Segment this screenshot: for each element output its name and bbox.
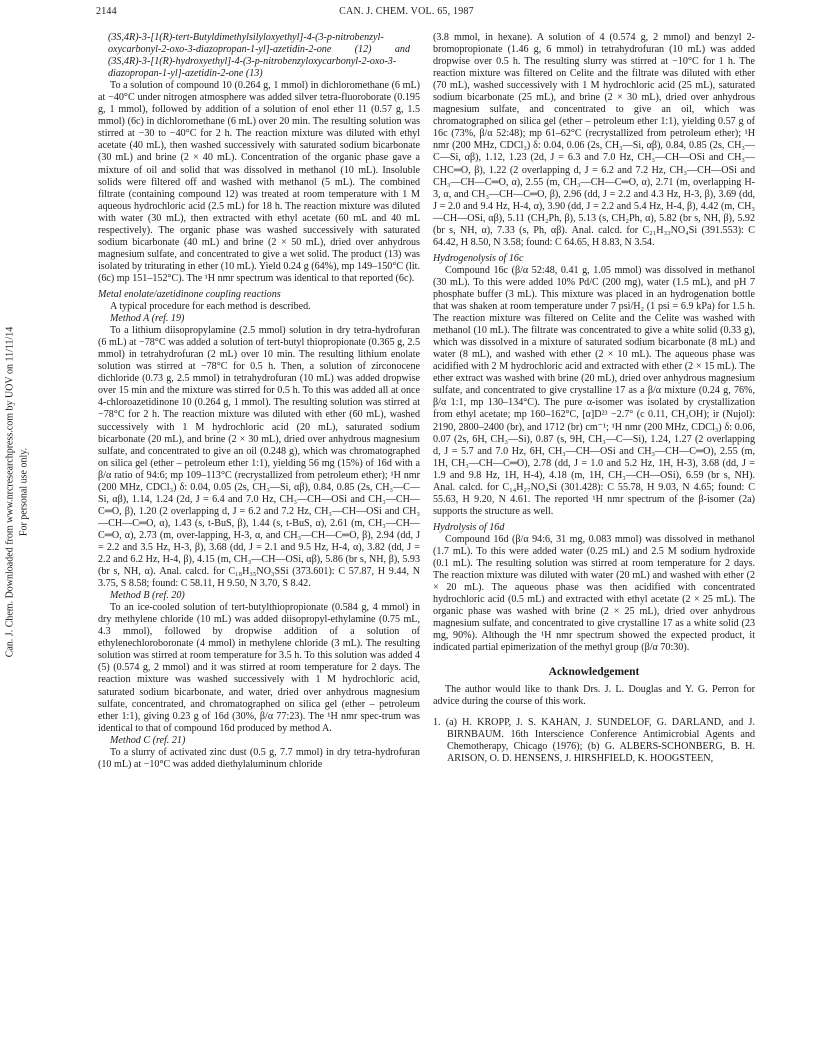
page-number: 2144 (96, 6, 117, 17)
paragraph: Compound 16c (β/α 52:48, 0.41 g, 1.05 mmol) was dissolved in methanol (30 mL). To this were added 10% Pd/C (200 mg), water (1.5 mL), and pH 7 phosphate buffer (3 mL). This mixture was placed in an hydrogenation bottle that was shaken at room temperature under 7 psi/H₂ (1 psi = 6.9 kPa) for 1.5 h. The reaction mixture was filtered on Celite and the Celite was washed with methanol (10 mL). The filtrate was concentrated to give a white solid (0.33 g), which was dissolved in a mixture of saturated sodium bicarbonate (8 mL) and water (8 mL), and washed with ether (2 × 10 mL). The aqueous phase was acidified with 2 M hydrochloric acid and extracted with ether (2 × 15 mL). The ether extract was washed with brine (20 mL), dried over anhydrous magnesium sulfate, and concentrated to give crystalline 17 as a β/α mixture (0.24 g, 76%, β/α 1:1, mp 130–134°C). The pure α-isomer was isolated by crystallization from ethyl acetate; mp 160–162°C, [α]D²³ −2.7° (c 0.11, CH₃OH); ir (Nujol): 2190, 2800–2400 (br), and 1712 (br) cm⁻¹; ¹H nmr (200 MHz, CDCl₃) δ: 0.06, 0.07 (2s, 6H, CH₃—Si), 0.87 (s, 9H, CH₃—C—Si), 1.24, 1.27 (2 overlapping d, J = 5.7 and 7.0 Hz, 6H, CH₃—CH—OSi and CH₃—CH—C═O), 2.55 (m, 1H, CH₃—CH—C═O), 2.78 (dd, J = 1.0 and 5.2 Hz, 1H, H-3), 3.68 (dd, J = 1.9 and 9.8 Hz, 1H, H-4), 4.18 (m, 1H, CH₃—CH—OSi), 6.59 (br s, NH). Anal. calcd. for C₁₄H₂₇NO₄Si (301.428): C 55.78, H 9.03, N 4.65; found: C 55.63, H 9.20, N 4.61. The reported ¹H nmr spectrum of the β-isomer (2a) supports the structure as well. (433, 264, 755, 517)
download-watermark (2, 262, 32, 722)
compound-12-13-heading: (3S,4R)-3-[1(R)-tert-Butyldimethylsilyloxyethyl]-4-(3-p-nitrobenzyl-oxycarbonyl-2-oxo-3-diazopropan-1-yl]-azetidin-2-one (12) and (3S,4R)-3-[1(R)-hydroxyethyl]-4-(3-p-nitrobenzyloxycarbonyl-2-oxo-3-diazopropan-1-yl]-azetidin-2-one (13) (108, 32, 410, 80)
method-c-heading: Method C (ref. 21) (110, 734, 186, 746)
paragraph: A typical procedure for each method is described. (110, 301, 311, 313)
section-heading-coupling: Metal enolate/azetidinone coupling reactions (98, 288, 281, 300)
paragraph: To a lithium diisopropylamine (2.5 mmol) solution in dry tetra-hydrofuran (6 mL) at −78°C was added a solution of tert-butyl thiopropionate (0.365 g, 2.5 mmol) in tetrahydrofuran (2 mL) over 10 min. The resulting lithium enolate solution was stirred at −78°C for 0.5 h. Then, a solution of zirconocene dichloride (0.73 g, 2.5 mmol) in tetrahydrofuran (10 mL) was added dropwise over 15 min and the mixture was stirred for 0.5 h. To this was added all at once 4-chloroazetidinone 10 (0.264 g, 1 mmol). The resulting solution was stirred at −78°C for 2 h. The reaction mixture was diluted with ether (60 mL), washed successively with 1 M hydrochloric acid (20 mL), saturated sodium bicarbonate (20 mL), and brine (2 × 30 mL), dried over anhydrous magnesium sulfate, and concentrated to give an oil (0.248 g), which was chromatographed on silica gel (ether – petroleum ether 1:1), yielding 56 mg (15%) of 16d with a β/α ratio of 94:6; mp 109–113°C (recrystallized from petroleum ether); ¹H nmr (200 MHz, CDCl₃) δ: 0.04, 0.05 (2s, CH₃—Si, αβ), 0.84, 0.85 (2s, CH₃—C—Si, αβ), 1.14, 1.24 (2d, J = 6.4 and 7.0 Hz, CH₃—CH—OSi and CH₃—CH—C═O, β), 1.20 (2 overlapping d, J = 6.2 and 7.2 Hz, CH₃—CH—OSi and CH₃—CH—C═O, α), 1.43 (s, t-BuS, β), 1.44 (s, t-BuS, α), 2.61 (m, CH₃—CH—C═O, α), 2.73 (m, over-lapping, H-3, α, and CH₃—CH—C═O, β), 2.94 (dd, J = 2.2 and 3.5 Hz, H-3, β), 3.68 (dd, J = 2.1 and 9.5 Hz, H-4, α), 3.82 (dd, J = 2.2 and 6.2 Hz, H-4, β), 4.15 (m, CH₃—CH—OSi, αβ), 5.86 (br s, NH, β), 5.93 (br s, NH, α). Anal. calcd. for C₁₈H₃₅NO₃SSi (373.601): C 57.87, H 9.44, N 3.75, S 8.58; found: C 58.11, H 9.50, N 3.70, S 8.42. (98, 325, 420, 590)
watermark-line-1: Can. J. Chem. Downloaded from www.nrcresearchpress.com by UOV on 11/11/14 (4, 326, 16, 658)
acknowledgement-heading: Acknowledgement (548, 666, 640, 679)
section-heading-hydrolysis: Hydrolysis of 16d (433, 521, 505, 533)
acknowledgement-text: The author would like to thank Drs. J. L. Douglas and Y. G. Perron for advice during the course of this work. (433, 684, 755, 708)
paragraph: (3.8 mmol, in hexane). A solution of 4 (0.574 g, 2 mmol) and benzyl 2-bromopropionate (1.46 g, 6 mmol) in tetrahydrofuran (10 mL) was added dropwise over 0.5 h. The resulting slurry was stirred at −10°C for 1 h. The reaction mixture was filtered on Celite and the filtrate was diluted with ether (70 mL), washed successively with 1 M hydrochloric acid (25 mL), saturated sodium bicarbonate (25 mL), and brine (2 × 30 mL), dried over anhydrous magnesium sulfate, and concentrated to give an oil, which was chromatographed on silica gel (ether – petroleum ether 1:1), yielding 0.57 g of 16c (73%, β/α 52:48); mp 61–62°C (recrystallized from petroleum ether); ¹H nmr (200 MHz, CDCl₃) δ: 0.04, 0.06 (2s, CH₃—Si, αβ), 0.84, 0.85 (2s, CH₃—C—Si, αβ), 1.12, 1.23 (2d, J = 6.3 and 7.0 Hz, CH₃—CH—OSi and CH₃—CHC═O, β), 1.22 (2 overlapping d, J = 6.2 and 7.2 Hz, CH₃—CH—OSi and CH₃—CH—C═O, α), 2.55 (m, CH₃—CH—C═O, α), 2.71 (m, overlapping H-3, α, and CH₃—CH—C═O, β), 2.96 (dd, J = 2.2 and 4.3 Hz, H-3, β), 3.69 (dd, J = 2.0 and 9.4 Hz, H-4, α), 3.90 (dd, J = 2.2 and 5.4 Hz, H-4, β), 4.42 (m, CH₃—CH—OSi, αβ), 5.11 (CH₂Ph, β), 5.13 (s, CH₂Ph, α), 5.82 (br s, NH, β), 5.92 (br s, NH, α), 7.33 (s, Ph, αβ). Anal. calcd. for C₂₁H₃₃NO₄Si (391.553): C 64.42, H 8.50, N 3.58; found: C 64.65, H 8.83, N 3.54. (433, 32, 755, 248)
right-column (433, 32, 755, 1032)
paragraph: Compound 16d (β/α 94:6, 31 mg, 0.083 mmol) was dissolved in methanol (1.7 mL). To this were added water (0.25 mL) and 2.5 M sodium hydroxide (0.1 mL). The resulting solution was stirred at room temperature for 2 days. The reaction mixture was diluted with water (20 mL) and washed with ether (2 × 20 mL). The aqueous phase was then acidified with concentrated hydrochloric acid (0.5 mL) and extracted with ethyl acetate (2 × 25 mL). The organic phase was washed with brine (2 × 25 mL), dried over anhydrous magnesium sulfate, and concentrated to give crystalline 17 as a white solid (23 mg, 90%). Although the ¹H nmr spectrum showed the expected product, it indicated partial epimerization of the methyl group (β/α 70:30). (433, 533, 755, 654)
left-column (98, 32, 420, 1032)
journal-header: CAN. J. CHEM. VOL. 65, 1987 (339, 6, 474, 17)
paragraph: To a solution of compound 10 (0.264 g, 1 mmol) in dichloromethane (6 mL) at −40°C under nitrogen atmosphere was added silver tetra-fluoroborate (0.195 g, 1 mmol), followed by addition of a solution of enol ether 11 (0.57 g, 1.5 mmol) (6c) in dichloromethane (6 mL) over 20 min. The resulting solution was stirred at −30 to −40°C for 2 h. The reaction mixture was diluted with ethyl acetate (40 mL), then washed successively with saturated sodium bicarbonate (30 mL) and brine (2 × 40 mL). Concentration of the organic phase gave a mixture of oil and solid that was dissolved in methanol (10 mL). Insoluble solids were filtered off and washed with methanol (5 mL). The combined filtrate (containing compound 12) was treated at room temperature with 1 M aqueous hydrochloric acid (2.5 mL) for 18 h. The reaction mixture was diluted with water (30 mL), then extracted with ethyl acetate (60 mL and 40 mL respectively). The organic phase was washed successively with saturated sodium bicarbonate (40 mL) and brine (2 × 50 mL), dried over anhydrous magnesium sulfate, and concentrated to give a wet solid. The product (13) was isolated by triturating in ether (10 mL). Yield 0.24 g (64%), mp 149–150°C (lit. (6c) mp 151–152°C). The ¹H nmr spectrum was identical to that reported (6c). (98, 80, 420, 284)
method-a-heading: Method A (ref. 19) (110, 313, 185, 325)
paragraph: To a slurry of activated zinc dust (0.5 g, 7.7 mmol) in dry tetra-hydrofuran (10 mL) at −10°C was added diethylaluminum chloride (98, 746, 420, 770)
watermark-line-2: For personal use only. (18, 447, 30, 537)
section-heading-hydrogenolysis: Hydrogenolysis of 16c (433, 252, 524, 264)
paragraph: To an ice-cooled solution of tert-butylthiopropionate (0.584 g, 4 mmol) in dry methylene chloride (10 mL) was added diisopropyl-ethylamine (0.75 mL, 4.3 mmol), followed by dropwise addition of a solution of ethylenechloroboronate (4 mmol) in methylene chloride (3 mL). The resulting solution was stirred at room temperature for 3.5 h. To this solution was added 4 (5) (0.574 g, 2 mmol) and it was stirred at room temperature for 2 days. The reaction mixture was washed successively with 1 M hydrochloric acid, saturated sodium bicarbonate, and water, dried over anhydrous magnesium sulfate, concentrated, and chromatographed on silica gel (ether – petroleum ether 1:1), giving 0.23 g of 16d (30%, β/α 77:23). The ¹H nmr spec-trum was identical to that of compound 16d produced by method A. (98, 602, 420, 734)
method-b-heading: Method B (ref. 20) (110, 590, 185, 602)
reference-item: 1. (a) H. KROPP, J. S. KAHAN, J. SUNDELOF, G. DARLAND, and J. BIRNBAUM. 16th Interscience Conference Antimicrobial Agents and Chemotherapy, Chicago (1976); (b) G. ALBERS-SCHONBERG, B. H. ARISON, O. D. HENSENS, J. HIRSHFIELD, K. HOOGSTEEN, (433, 716, 755, 764)
